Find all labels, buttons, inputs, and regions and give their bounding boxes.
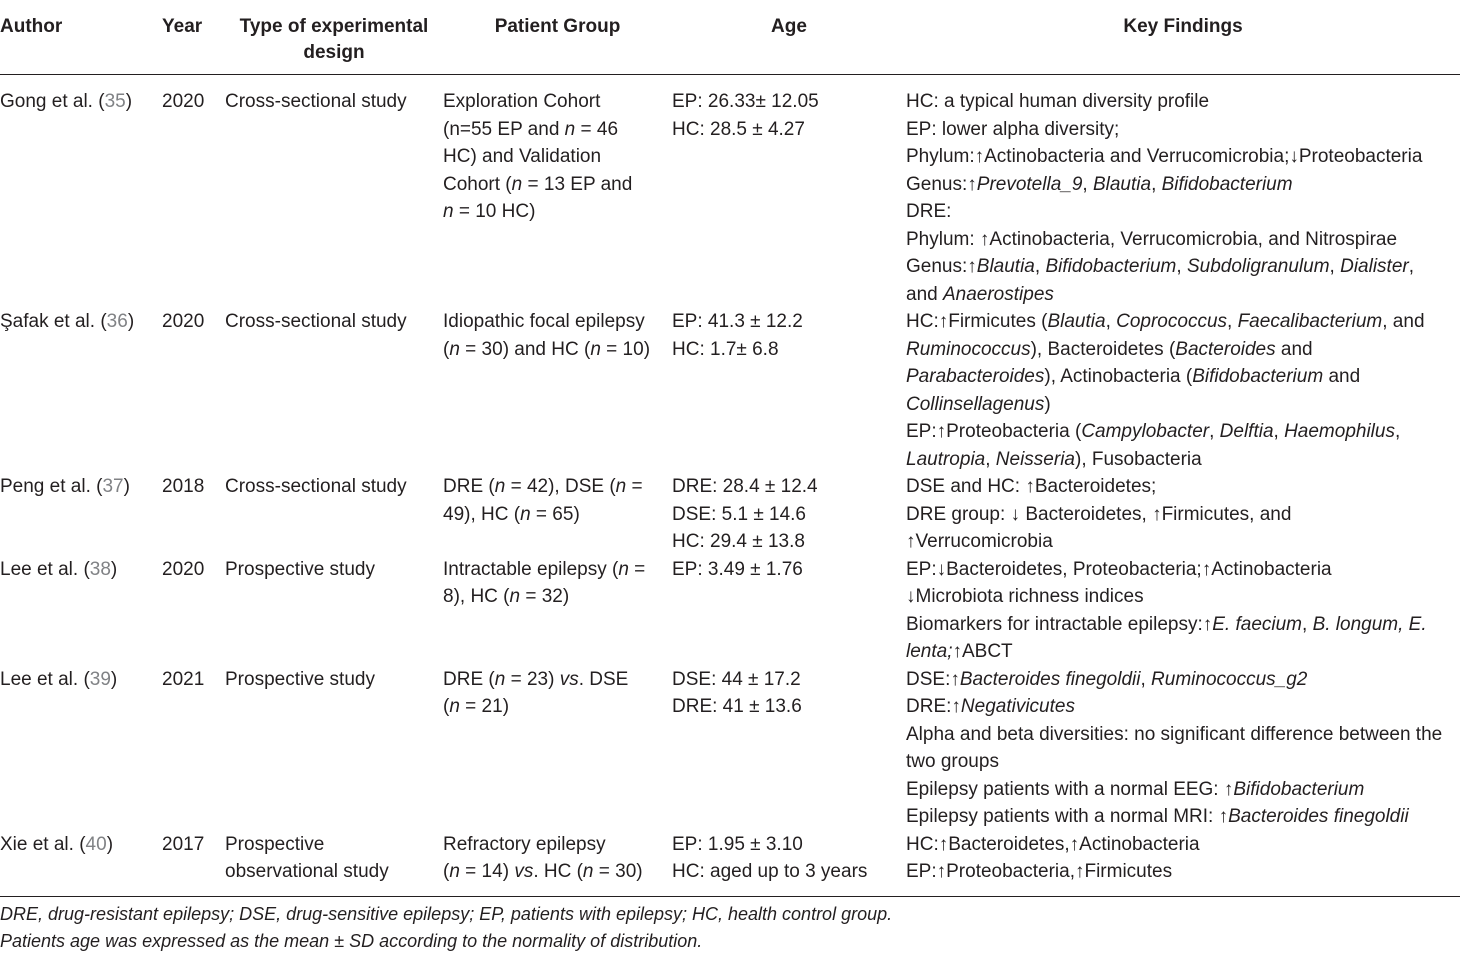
- table-row: [0, 75, 1460, 309]
- design-line: observational study: [225, 861, 389, 882]
- text-segment: ), Actinobacteria (: [1044, 366, 1193, 387]
- age-cell: [672, 75, 906, 309]
- text-segment: Epilepsy patients with a normal EEG: ↑: [906, 778, 1234, 800]
- text-segment: HC:↑Firmicutes (: [906, 311, 1048, 332]
- text-segment: HC) and Validation: [443, 146, 602, 167]
- text-segment: Biomarkers for intractable epilepsy:↑: [906, 613, 1213, 635]
- group-line: [443, 473, 672, 501]
- patient-group-cell: [443, 75, 672, 309]
- footnote-abbreviations: DRE, drug-resistant epilepsy; DSE, drug-sensitive epilepsy; EP, patients with epilepsy; HC, health control group.: [0, 904, 893, 924]
- italic-text: Bifidobacterium: [1161, 173, 1293, 195]
- design-cell: [225, 556, 443, 666]
- year-cell: [162, 556, 225, 666]
- finding-line: [906, 501, 1460, 529]
- italic-text: Anaerostipes: [942, 283, 1054, 305]
- group-line: [443, 831, 672, 859]
- text-segment: = 65): [530, 503, 580, 525]
- year-value: 2020: [162, 311, 205, 332]
- group-line: [443, 308, 672, 336]
- author-cell: [0, 556, 162, 666]
- key-findings-cell: [906, 831, 1460, 886]
- footnote-age: Patients age was expressed as the mean ± SD according to the normality of distribution.: [0, 931, 703, 951]
- year-value: 2020: [162, 91, 205, 112]
- italic-text: Subdoligranulum: [1186, 256, 1330, 277]
- design-cell: [225, 831, 443, 886]
- text-segment: Epilepsy patients with a normal MRI: ↑: [906, 806, 1229, 827]
- text-segment: ,: [1105, 311, 1117, 332]
- finding-line: [906, 308, 1460, 336]
- author-name: Lee et al. (: [0, 668, 90, 690]
- finding-line: [906, 666, 1460, 694]
- group-line: [443, 171, 672, 199]
- age-line: DSE: 44 ± 17.2: [672, 668, 801, 690]
- italic-text: Collinsellagenus: [906, 393, 1045, 415]
- author-name: Şafak et al. (: [0, 311, 107, 332]
- header-year: Year: [162, 16, 203, 37]
- design-line: Prospective: [225, 833, 325, 855]
- text-segment: = 30): [593, 861, 643, 882]
- text-segment: DSE and HC: ↑Bacteroidetes;: [906, 476, 1157, 497]
- italic-text: Bifidobacterium: [1045, 256, 1177, 277]
- italic-text: Lautropia: [906, 448, 986, 470]
- group-line: [443, 501, 672, 529]
- age-line: DRE: 41 ± 13.6: [672, 696, 802, 717]
- patient-group-cell: [443, 666, 672, 831]
- finding-line: [906, 611, 1460, 639]
- patient-group-cell: [443, 556, 672, 666]
- italic-text: Campylobacter: [1081, 421, 1210, 442]
- finding-line: [906, 336, 1460, 364]
- italic-text: Neisseria: [995, 448, 1075, 470]
- design-line: Cross-sectional study: [225, 311, 407, 332]
- text-segment: = 10): [600, 338, 651, 360]
- text-segment: ,: [1329, 256, 1341, 277]
- design-cell: [225, 308, 443, 473]
- text-segment: (: [443, 696, 450, 717]
- author-cell: [0, 75, 162, 309]
- text-segment: = 13 EP and: [522, 173, 633, 195]
- table-row: [0, 666, 1460, 831]
- finding-line: [906, 446, 1460, 474]
- table-row: [0, 556, 1460, 666]
- patient-group-cell: [443, 831, 672, 886]
- text-segment: ,: [1394, 421, 1401, 442]
- finding-line: [906, 858, 1460, 886]
- author-paren: ): [125, 91, 133, 112]
- text-segment: (: [443, 861, 450, 882]
- design-line: Cross-sectional study: [225, 476, 407, 497]
- text-segment: Exploration Cohort: [443, 91, 601, 112]
- text-segment: DRE (: [443, 476, 495, 497]
- finding-line: [906, 528, 1460, 556]
- text-segment: DRE (: [443, 668, 495, 690]
- text-segment: ): [1044, 393, 1051, 415]
- reference-link: 36: [106, 311, 128, 332]
- finding-line: [906, 143, 1460, 171]
- author-paren: ): [127, 311, 135, 332]
- header-design-line: design: [303, 42, 365, 63]
- text-segment: Alpha and beta diversities: no significant difference between the: [906, 723, 1443, 745]
- design-cell: [225, 75, 443, 309]
- age-line: EP: 26.33± 12.05: [672, 91, 819, 112]
- italic-text: n: [615, 476, 627, 497]
- age-cell: [672, 666, 906, 831]
- patient-group-cell: [443, 308, 672, 473]
- italic-text: n: [449, 338, 460, 360]
- italic-text: Blautia: [1047, 311, 1106, 332]
- text-segment: and: [1275, 338, 1313, 360]
- italic-text: n: [494, 668, 506, 690]
- age-line: DRE: 28.4 ± 12.4: [672, 476, 818, 497]
- text-segment: EP: lower alpha diversity;: [906, 118, 1120, 140]
- italic-text: Haemophilus: [1284, 421, 1395, 442]
- italic-text: n: [520, 503, 531, 525]
- key-findings-cell: [906, 666, 1460, 831]
- design-line: Cross-sectional study: [225, 91, 407, 112]
- group-line: [443, 858, 672, 886]
- reference-link: 35: [104, 91, 126, 112]
- text-segment: Idiopathic focal epilepsy: [443, 311, 645, 332]
- header-design-line: Type of experimental: [239, 16, 429, 37]
- text-segment: ,: [1302, 613, 1313, 635]
- italic-text: E. faecium: [1212, 613, 1303, 635]
- year-cell: [162, 831, 225, 886]
- italic-text: Blautia: [976, 256, 1035, 277]
- text-segment: ,: [1140, 668, 1152, 690]
- text-segment: 8), HC (: [443, 586, 510, 607]
- year-value: 2018: [162, 476, 205, 497]
- age-line: EP: 1.95 ± 3.10: [672, 833, 803, 855]
- year-cell: [162, 308, 225, 473]
- key-findings-cell: [906, 473, 1460, 556]
- study-table: [0, 12, 1460, 886]
- text-segment: ,: [1034, 256, 1046, 277]
- text-segment: DRE:↑: [906, 696, 961, 717]
- group-line: [443, 116, 672, 144]
- author-name: Lee et al. (: [0, 558, 90, 580]
- age-cell: [672, 473, 906, 556]
- finding-line: [906, 748, 1460, 776]
- author-paren: ): [123, 476, 130, 497]
- text-segment: Intractable epilepsy (: [443, 558, 619, 580]
- reference-link: 39: [89, 668, 111, 690]
- text-segment: = 30) and HC (: [459, 338, 591, 360]
- text-segment: , and: [1382, 311, 1425, 332]
- finding-line: [906, 418, 1460, 446]
- finding-line: [906, 116, 1460, 144]
- italic-text: n: [449, 861, 460, 882]
- group-line: [443, 556, 672, 584]
- footer-rule: [0, 896, 1460, 897]
- text-segment: =: [628, 558, 646, 580]
- author-cell: [0, 308, 162, 473]
- group-line: [443, 198, 672, 226]
- italic-text: n: [494, 476, 506, 497]
- text-segment: = 21): [459, 696, 510, 717]
- finding-line: [906, 638, 1460, 666]
- text-segment: EP:↓Bacteroidetes, Proteobacteria;↑Actinobacteria: [906, 558, 1332, 580]
- text-segment: Phylum:↑Actinobacteria and Verrucomicrobia;↓Proteobacteria: [906, 146, 1423, 167]
- finding-line: [906, 693, 1460, 721]
- year-value: 2017: [162, 833, 205, 855]
- italic-text: Bacteroides finegoldii: [1228, 806, 1409, 827]
- italic-text: Bacteroides finegoldii: [959, 668, 1141, 690]
- author-cell: [0, 666, 162, 831]
- text-segment: Refractory epilepsy: [443, 833, 606, 855]
- text-segment: ,: [1273, 421, 1285, 442]
- text-segment: =: [626, 476, 643, 497]
- header-age: Age: [771, 16, 807, 37]
- finding-line: [906, 363, 1460, 391]
- text-segment: EP:↑Proteobacteria,↑Firmicutes: [906, 861, 1173, 882]
- reference-link: 37: [102, 476, 124, 497]
- finding-line: [906, 391, 1460, 419]
- text-segment: DSE:↑: [906, 668, 960, 690]
- author-cell: [0, 831, 162, 886]
- finding-line: [906, 776, 1460, 804]
- design-line: Prospective study: [225, 668, 375, 690]
- age-line: HC: 28.5 ± 4.27: [672, 118, 805, 140]
- text-segment: EP:↑Proteobacteria (: [906, 421, 1082, 442]
- age-cell: [672, 308, 906, 473]
- text-segment: Cohort (: [443, 173, 512, 195]
- text-segment: ,: [1209, 421, 1220, 442]
- year-value: 2020: [162, 558, 205, 580]
- header-patient-group: Patient Group: [494, 16, 621, 37]
- italic-text: Bacteroides: [1175, 338, 1276, 360]
- author-paren: ): [110, 558, 118, 580]
- italic-text: Dialister: [1340, 256, 1409, 277]
- table-row: [0, 473, 1460, 556]
- text-segment: . HC (: [533, 861, 583, 882]
- header-design: [225, 12, 443, 75]
- text-segment: Genus:↑: [906, 173, 977, 195]
- author-paren: ): [106, 833, 114, 855]
- italic-text: n: [618, 558, 629, 580]
- age-line: DSE: 5.1 ± 14.6: [672, 503, 807, 525]
- text-segment: ,: [1151, 173, 1162, 195]
- text-segment: ,: [1082, 173, 1093, 195]
- text-segment: two groups: [906, 751, 999, 772]
- finding-line: [906, 473, 1460, 501]
- text-segment: HC: a typical human diversity profile: [906, 91, 1210, 112]
- italic-text: n: [443, 201, 454, 222]
- text-segment: DRE group: ↓ Bacteroidetes, ↑Firmicutes, and: [906, 503, 1292, 525]
- text-segment: ,: [1176, 256, 1187, 277]
- italic-text: n: [582, 861, 594, 882]
- author-name: Peng et al. (: [0, 476, 103, 497]
- design-cell: [225, 666, 443, 831]
- group-line: [443, 666, 672, 694]
- author-cell: [0, 473, 162, 556]
- group-line: [443, 143, 672, 171]
- italic-text: Ruminococcus_g2: [1151, 668, 1308, 690]
- italic-text: Prevotella_9: [976, 173, 1083, 195]
- year-cell: [162, 473, 225, 556]
- text-segment: ↑ABCT: [952, 641, 1013, 662]
- italic-text: vs: [559, 668, 579, 690]
- text-segment: = 32): [520, 586, 570, 607]
- italic-text: n: [509, 586, 521, 607]
- finding-line: [906, 281, 1460, 309]
- italic-text: Faecalibacterium: [1237, 311, 1383, 332]
- italic-text: Blautia: [1092, 173, 1152, 195]
- header-author: Author: [0, 16, 63, 37]
- italic-text: Delftia: [1219, 421, 1274, 442]
- age-line: EP: 3.49 ± 1.76: [672, 558, 803, 580]
- italic-text: n: [449, 696, 460, 717]
- design-cell: [225, 473, 443, 556]
- reference-link: 38: [89, 558, 111, 580]
- year-value: 2021: [162, 668, 205, 690]
- text-segment: (: [443, 338, 450, 360]
- text-segment: . DSE: [578, 668, 629, 690]
- finding-line: [906, 803, 1460, 831]
- text-segment: = 46: [575, 118, 619, 140]
- design-line: Prospective study: [225, 558, 375, 580]
- group-line: [443, 693, 672, 721]
- reference-link: 40: [85, 833, 107, 855]
- text-segment: ,: [1408, 256, 1415, 277]
- author-name: Xie et al. (: [0, 833, 86, 855]
- finding-line: [906, 198, 1460, 226]
- finding-line: [906, 88, 1460, 116]
- text-segment: = 14): [459, 861, 515, 882]
- italic-text: vs: [514, 861, 534, 882]
- italic-text: n: [590, 338, 601, 360]
- text-segment: 49), HC (: [443, 503, 521, 525]
- italic-text: Bifidobacterium: [1192, 366, 1324, 387]
- text-segment: = 23): [505, 668, 560, 690]
- italic-text: Bifidobacterium: [1233, 778, 1365, 800]
- age-cell: [672, 831, 906, 886]
- text-segment: Genus:↑: [906, 256, 977, 277]
- italic-text: n: [564, 118, 576, 140]
- text-segment: ,: [985, 448, 996, 470]
- group-line: [443, 336, 672, 364]
- age-line: HC: 29.4 ± 13.8: [672, 531, 805, 552]
- age-line: EP: 41.3 ± 12.2: [672, 311, 803, 332]
- text-segment: ), Bacteroidetes (: [1030, 338, 1176, 360]
- finding-line: [906, 583, 1460, 611]
- age-line: HC: aged up to 3 years: [672, 861, 868, 882]
- key-findings-cell: [906, 556, 1460, 666]
- text-segment: and: [906, 283, 943, 305]
- text-segment: (n=55 EP and: [443, 118, 565, 140]
- year-cell: [162, 75, 225, 309]
- text-segment: ↓Microbiota richness indices: [906, 586, 1144, 607]
- italic-text: Coprococcus: [1116, 311, 1228, 332]
- finding-line: [906, 171, 1460, 199]
- text-segment: and: [1323, 366, 1361, 387]
- table-row: [0, 831, 1460, 886]
- author-name: Gong et al. (: [0, 91, 105, 112]
- text-segment: DRE:: [906, 201, 952, 222]
- italic-text: lenta;: [906, 641, 953, 662]
- text-segment: ↑Verrucomicrobia: [906, 531, 1053, 552]
- group-line: [443, 583, 672, 611]
- header-row: [0, 12, 1460, 75]
- patient-group-cell: [443, 473, 672, 556]
- year-cell: [162, 666, 225, 831]
- key-findings-cell: [906, 308, 1460, 473]
- text-segment: = 42), DSE (: [505, 476, 616, 497]
- finding-line: [906, 253, 1460, 281]
- text-segment: = 10 HC): [453, 201, 536, 222]
- italic-text: Ruminococcus: [906, 338, 1031, 360]
- key-findings-cell: [906, 75, 1460, 309]
- finding-line: [906, 831, 1460, 859]
- author-paren: ): [110, 668, 118, 690]
- italic-text: Negativicutes: [960, 696, 1075, 717]
- text-segment: ), Fusobacteria: [1075, 448, 1202, 470]
- finding-line: [906, 721, 1460, 749]
- age-line: HC: 1.7± 6.8: [672, 338, 779, 360]
- table-row: [0, 308, 1460, 473]
- text-segment: HC:↑Bacteroidetes,↑Actinobacteria: [906, 833, 1200, 855]
- text-segment: Phylum: ↑Actinobacteria, Verrucomicrobia, and Nitrospirae: [906, 228, 1398, 250]
- text-segment: ,: [1227, 311, 1238, 332]
- header-key-findings: Key Findings: [1123, 16, 1243, 37]
- italic-text: Parabacteroides: [906, 366, 1045, 387]
- group-line: [443, 88, 672, 116]
- finding-line: [906, 556, 1460, 584]
- finding-line: [906, 226, 1460, 254]
- age-cell: [672, 556, 906, 666]
- italic-text: B. longum, E.: [1312, 613, 1427, 635]
- italic-text: n: [511, 173, 523, 195]
